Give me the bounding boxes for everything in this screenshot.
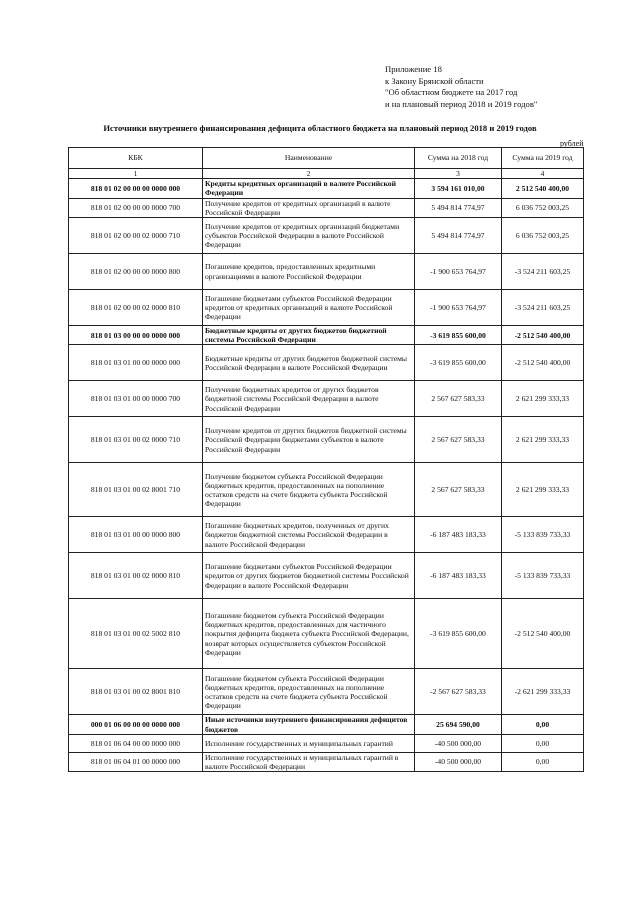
- name-cell: Кредиты кредитных организаций в валюте Российской Федерации: [203, 179, 415, 198]
- amount-2019-cell: -2 512 540 400,00: [502, 345, 584, 381]
- column-header-2019: Сумма на 2019 год: [502, 148, 584, 169]
- amount-2018-cell: 5 494 814 774,97: [415, 218, 502, 254]
- amount-2018-cell: 2 567 627 583,33: [415, 381, 502, 417]
- header-line: и на плановый период 2018 и 2019 годов": [385, 98, 538, 109]
- amount-2019-cell: -5 133 839 733,33: [502, 553, 584, 599]
- table-row: [69, 198, 584, 217]
- financing-sources-table: [68, 147, 584, 772]
- kbk-cell: 818 01 03 01 00 00 0000 000: [69, 345, 203, 381]
- name-cell: Исполнение государственных и муниципальных гарантий в валюте Российской Федерации: [203, 752, 415, 771]
- kbk-cell: 818 01 02 00 00 00 0000 700: [69, 198, 203, 217]
- table-row: [69, 669, 584, 715]
- kbk-cell: 818 01 03 01 00 00 0000 800: [69, 517, 203, 553]
- amount-2018-cell: 2 567 627 583,33: [415, 463, 502, 517]
- table-row: [69, 517, 584, 553]
- kbk-cell: 818 01 03 01 00 02 0000 810: [69, 553, 203, 599]
- column-number: 3: [415, 169, 502, 179]
- table-row: [69, 734, 584, 752]
- amount-2018-cell: -6 187 483 183,33: [415, 517, 502, 553]
- amount-2019-cell: -3 524 211 603,25: [502, 254, 584, 290]
- amount-2018-cell: -3 619 855 600,00: [415, 326, 502, 345]
- amount-2019-cell: 0,00: [502, 752, 584, 771]
- amount-2019-cell: -5 133 839 733,33: [502, 517, 584, 553]
- amount-2018-cell: -6 187 483 183,33: [415, 553, 502, 599]
- table-row: [69, 290, 584, 326]
- amount-2019-cell: 6 036 752 003,25: [502, 198, 584, 217]
- amount-2019-cell: 2 621 299 333,33: [502, 417, 584, 463]
- name-cell: Получение кредитов от кредитных организаций бюджетами субъектов Российской Федерации в валюте Российской Федерации: [203, 218, 415, 254]
- table-row: [69, 463, 584, 517]
- name-cell: Погашение бюджетом субъекта Российской Федерации бюджетных кредитов, предоставленных на пополнение остатков средств на счете бюджета субъекта Российской Федерации: [203, 669, 415, 715]
- amount-2018-cell: 3 594 161 010,00: [415, 179, 502, 198]
- name-cell: Получение кредитов от других бюджетов бюджетной системы Российской Федерации бюджетами субъектов в валюте Российской Федерации: [203, 417, 415, 463]
- amount-2018-cell: 5 494 814 774,97: [415, 198, 502, 217]
- amount-2019-cell: 0,00: [502, 734, 584, 752]
- kbk-cell: 818 01 03 00 00 00 0000 000: [69, 326, 203, 345]
- column-number: 4: [502, 169, 584, 179]
- name-cell: Получение бюджетом субъекта Российской Федерации бюджетных кредитов, предоставленных на пополнение остатков средств на счете бюджета субъекта Российской Федерации: [203, 463, 415, 517]
- units-label: рублей: [560, 139, 584, 148]
- amount-2019-cell: 2 512 540 400,00: [502, 179, 584, 198]
- amount-2018-cell: -40 500 000,00: [415, 752, 502, 771]
- kbk-cell: 818 01 03 01 00 02 0000 710: [69, 417, 203, 463]
- table-row: [69, 345, 584, 381]
- name-cell: Погашение бюджетных кредитов, полученных от других бюджетов бюджетной системы Российской Федерации в валюте Российской Федерации: [203, 517, 415, 553]
- kbk-cell: 818 01 03 01 00 02 5002 810: [69, 599, 203, 669]
- amount-2018-cell: -1 900 653 764,97: [415, 254, 502, 290]
- name-cell: Бюджетные кредиты от других бюджетов бюджетной системы Российской Федерации: [203, 326, 415, 345]
- amount-2018-cell: 2 567 627 583,33: [415, 417, 502, 463]
- name-cell: Погашение бюджетами субъектов Российской Федерации кредитов от кредитных организаций в валюте Российской Федерации: [203, 290, 415, 326]
- kbk-cell: 818 01 03 01 00 02 8001 810: [69, 669, 203, 715]
- table-row: [69, 417, 584, 463]
- amount-2019-cell: -2 621 299 333,33: [502, 669, 584, 715]
- column-number: 1: [69, 169, 203, 179]
- kbk-cell: 000 01 06 00 00 00 0000 000: [69, 715, 203, 734]
- kbk-cell: 818 01 02 00 00 02 0000 810: [69, 290, 203, 326]
- amount-2019-cell: -2 512 540 400,00: [502, 599, 584, 669]
- table-row: [69, 553, 584, 599]
- name-cell: Исполнение государственных и муниципальных гарантий: [203, 734, 415, 752]
- table-row: [69, 179, 584, 198]
- name-cell: Бюджетные кредиты от других бюджетов бюджетной системы Российской Федерации в валюте Российской Федерации: [203, 345, 415, 381]
- header-line: Приложение 18: [385, 64, 442, 74]
- amount-2019-cell: 0,00: [502, 715, 584, 734]
- kbk-cell: 818 01 03 01 00 00 0000 700: [69, 381, 203, 417]
- amount-2018-cell: -1 900 653 764,97: [415, 290, 502, 326]
- document-title: Источники внутреннего финансирования дефицита областного бюджета на плановый период 2018 и 2019 годов: [103, 123, 537, 133]
- amount-2018-cell: -40 500 000,00: [415, 734, 502, 752]
- name-cell: Получение бюджетных кредитов от других бюджетов бюджетной системы Российской Федерации в валюте Российской Федерации: [203, 381, 415, 417]
- table-row: [69, 218, 584, 254]
- amount-2019-cell: -2 512 540 400,00: [502, 326, 584, 345]
- amount-2018-cell: -2 567 627 583,33: [415, 669, 502, 715]
- column-number: 2: [203, 169, 415, 179]
- name-cell: Погашение бюджетом субъекта Российской Федерации бюджетных кредитов, предоставленных для частичного покрытия дефицита бюджета субъекта Российской Федерации, возврат которых осуществляется субъектом Российской Федерации: [203, 599, 415, 669]
- table-row: [69, 599, 584, 669]
- amount-2018-cell: -3 619 855 600,00: [415, 599, 502, 669]
- amount-2018-cell: -3 619 855 600,00: [415, 345, 502, 381]
- name-cell: Погашение кредитов, предоставленных кредитными организациями в валюте Российской Федерации: [203, 254, 415, 290]
- name-cell: Получение кредитов от кредитных организаций в валюте Российской Федерации: [203, 198, 415, 217]
- table-row: [69, 254, 584, 290]
- column-header-2018: Сумма на 2018 год: [415, 148, 502, 169]
- table-row: [69, 715, 584, 734]
- header-line: "Об областном бюджете на 2017 год: [385, 87, 518, 97]
- table-row: [69, 326, 584, 345]
- kbk-cell: 818 01 06 04 01 00 0000 000: [69, 752, 203, 771]
- column-header-kbk: КБК: [69, 148, 203, 169]
- table-row: [69, 752, 584, 771]
- name-cell: Иные источники внутреннего финансирования дефицитов бюджетов: [203, 715, 415, 734]
- header-line: к Закону Брянской области: [385, 75, 484, 86]
- amount-2019-cell: 2 621 299 333,33: [502, 381, 584, 417]
- amount-2019-cell: 6 036 752 003,25: [502, 218, 584, 254]
- name-cell: Погашение бюджетами субъектов Российской Федерации кредитов от других бюджетов бюджетной системы Российской Федерации в валюте Российской Федерации: [203, 553, 415, 599]
- appendix-header: [385, 64, 537, 110]
- kbk-cell: 818 01 02 00 00 00 0000 800: [69, 254, 203, 290]
- kbk-cell: 818 01 02 00 00 02 0000 710: [69, 218, 203, 254]
- amount-2018-cell: 25 694 590,00: [415, 715, 502, 734]
- amount-2019-cell: 2 621 299 333,33: [502, 463, 584, 517]
- kbk-cell: 818 01 03 01 00 02 8001 710: [69, 463, 203, 517]
- table-row: [69, 381, 584, 417]
- kbk-cell: 818 01 06 04 00 00 0000 000: [69, 734, 203, 752]
- amount-2019-cell: -3 524 211 603,25: [502, 290, 584, 326]
- column-header-name: Наименование: [203, 148, 415, 169]
- kbk-cell: 818 01 02 00 00 00 0000 000: [69, 179, 203, 198]
